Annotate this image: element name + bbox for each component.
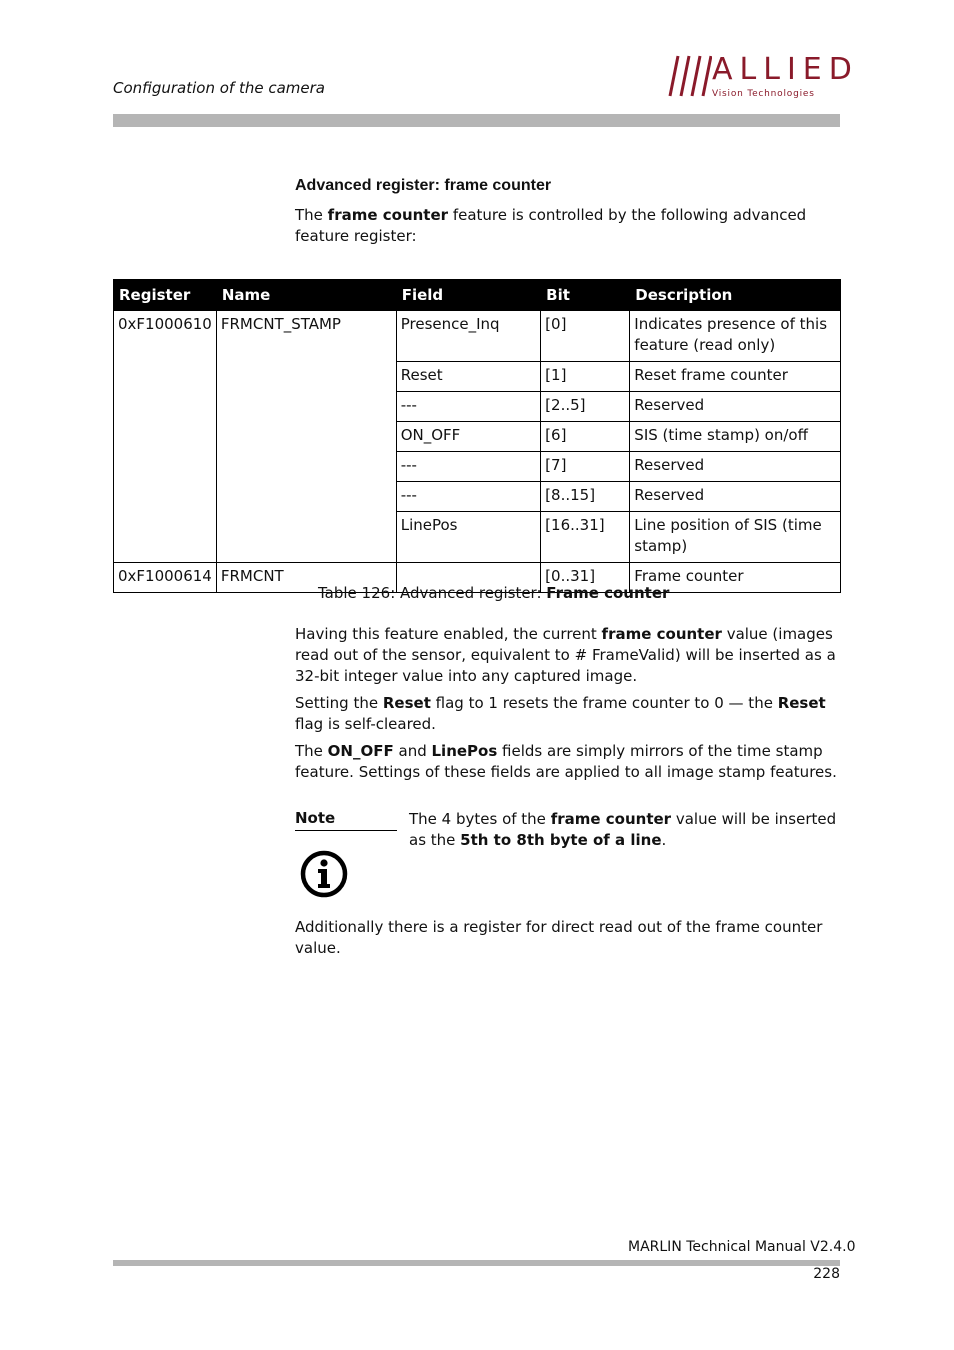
para-bold: frame counter — [601, 625, 722, 643]
note-text-part: . — [661, 831, 667, 849]
bit-cell: [8..15] — [541, 482, 630, 512]
name-cell: FRMCNT_STAMP — [216, 311, 396, 563]
paragraph-on-off — [295, 741, 840, 783]
field-cell: --- — [396, 452, 540, 482]
note-bold: frame counter — [550, 810, 672, 828]
footer-manual-title: MARLIN Technical Manual V2.4.0 — [628, 1239, 856, 1255]
para-text: value (images read out of the sensor, equivalent to # FrameValid) will be inserted as a 32-bit integer value into any captured image. — [295, 625, 836, 685]
description-cell: Reserved — [630, 452, 841, 482]
column-header: Description — [630, 280, 841, 311]
note-text — [409, 809, 841, 851]
field-cell: Reset — [396, 362, 540, 392]
name-cell: FRMCNT — [216, 563, 396, 593]
note-text-part: The 4 bytes of the — [409, 810, 551, 828]
table-header-row — [114, 280, 841, 311]
intro-bold: frame counter — [327, 206, 449, 224]
table-caption — [318, 584, 669, 602]
description-cell: Line position of SIS (time stamp) — [630, 512, 841, 563]
register-cell: 0xF1000614 — [114, 563, 217, 593]
description-cell: Frame counter — [630, 563, 841, 593]
register-table — [113, 279, 841, 593]
field-cell: --- — [396, 392, 540, 422]
section-title: Advanced register: frame counter — [295, 177, 552, 194]
bit-cell: [7] — [541, 452, 630, 482]
bit-cell: [1] — [541, 362, 630, 392]
bit-cell: [0..31] — [541, 563, 630, 593]
para-text: flag to 1 resets the frame counter to 0 — the — [430, 694, 778, 712]
para-text: flag is self-cleared. — [295, 715, 436, 733]
field-cell: Presence_Inq — [396, 311, 540, 362]
field-cell: --- — [396, 482, 540, 512]
header-rule — [113, 114, 840, 127]
info-icon — [300, 850, 348, 898]
page-number: 228 — [813, 1266, 840, 1282]
bit-cell: [16..31] — [541, 512, 630, 563]
table-row — [114, 311, 841, 362]
description-cell: SIS (time stamp) on/off — [630, 422, 841, 452]
para-text: Setting the — [295, 694, 383, 712]
note-bold: 5th to 8th byte of a line — [460, 831, 662, 849]
register-cell: 0xF1000610 — [114, 311, 217, 563]
caption-text: Table 126: Advanced register: — [318, 584, 547, 602]
para-text: The — [295, 742, 328, 760]
intro-paragraph — [295, 205, 840, 247]
description-cell: Reset frame counter — [630, 362, 841, 392]
para-bold: LinePos — [431, 742, 498, 760]
allied-logo — [668, 52, 859, 102]
para-text: and — [393, 742, 432, 760]
column-header: Field — [396, 280, 540, 311]
column-header: Register — [114, 280, 217, 311]
intro-text: The — [295, 206, 328, 224]
para-text: fields are simply mirrors of the time stamp feature. Settings of these fields are applied to all image stamp features. — [295, 742, 837, 781]
running-header: Configuration of the camera — [113, 79, 325, 97]
caption-bold: Frame counter — [546, 584, 670, 602]
field-cell: ON_OFF — [396, 422, 540, 452]
logo-subtitle: Vision Technologies — [712, 89, 815, 99]
column-header: Name — [216, 280, 396, 311]
logo-slashes-icon — [668, 54, 712, 98]
description-cell: Reserved — [630, 392, 841, 422]
bit-cell: [0] — [541, 311, 630, 362]
bit-cell: [6] — [541, 422, 630, 452]
column-header: Bit — [541, 280, 630, 311]
note-label: Note — [295, 809, 397, 831]
para-bold: Reset — [777, 694, 826, 712]
para-text: Having this feature enabled, the current — [295, 625, 602, 643]
description-cell: Reserved — [630, 482, 841, 512]
paragraph-additional: Additionally there is a register for direct read out of the frame counter value. — [295, 918, 823, 957]
bit-cell: [2..5] — [541, 392, 630, 422]
logo-word: ALLIED — [712, 52, 859, 87]
footer-rule — [113, 1260, 840, 1266]
paragraph-reset — [295, 693, 840, 735]
note-text-part: value will be inserted as the — [409, 810, 837, 849]
description-cell: Indicates presence of this feature (read only) — [630, 311, 841, 362]
paragraph-frame-counter — [295, 624, 840, 687]
field-cell: LinePos — [396, 512, 540, 563]
para-bold: Reset — [382, 694, 431, 712]
para-bold: ON_OFF — [327, 742, 394, 760]
intro-text: feature is controlled by the following advanced feature register: — [295, 206, 807, 245]
